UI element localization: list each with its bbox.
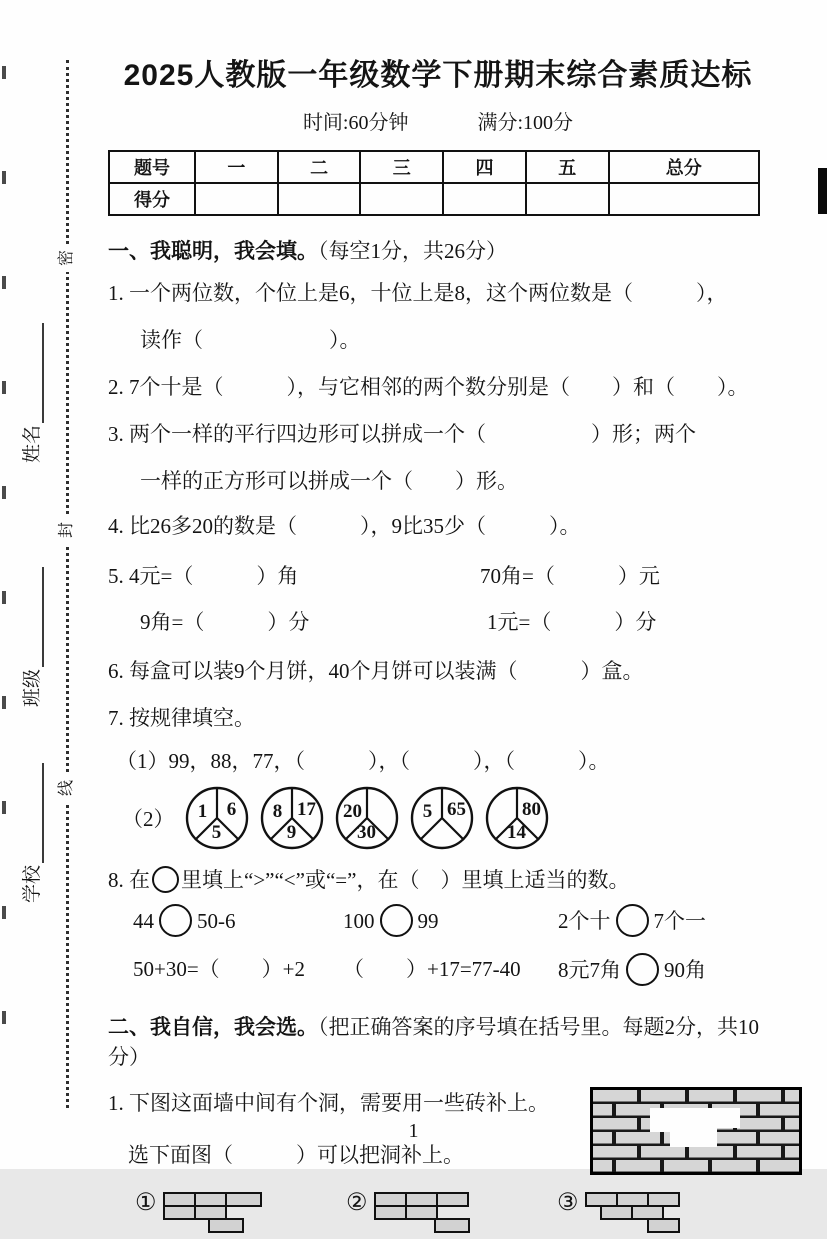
circle-value-left: 8 (272, 801, 283, 822)
school-field-label: 学校 (22, 864, 43, 903)
option-3 (557, 1191, 688, 1239)
question-8-intro (108, 864, 768, 894)
section2-heading (108, 1011, 768, 1071)
name-field (20, 293, 44, 463)
circle-value-bottom: 30 (357, 822, 376, 843)
number-circle-3 (334, 785, 400, 851)
question-1-line1: 1. 一个两位数，个位上是6，十位上是8，这个两位数是（ ）， (108, 281, 728, 305)
score-cell-empty (609, 183, 759, 215)
page-edge-marks (2, 66, 6, 1106)
option-2-label: ② (346, 1190, 368, 1216)
question-5-row2 (140, 606, 768, 636)
q8-intro-post: 里填上“>”“<”或“=”，在（ ）里填上适当的数。 (181, 868, 630, 892)
q5-item-2: 70角=（ ）元 (480, 564, 660, 588)
score-table-header-cell: 五 (526, 151, 609, 183)
q8-compare-item (343, 904, 439, 937)
score-table-score-row (109, 183, 759, 215)
question-7: 7. 按规律填空。 (108, 706, 255, 730)
circle-value-bottom: 5 (211, 822, 222, 843)
compare-circle-icon (616, 904, 649, 937)
q8-compare-item (133, 904, 236, 937)
q8-fill-item: 50+30=（ ）+2 (133, 957, 306, 981)
number-circle-4 (409, 785, 475, 851)
score-table-header-row (109, 151, 759, 183)
name-field-label: 姓名 (22, 424, 43, 463)
question-6: 6. 每盒可以装9个月饼，40个月饼可以装满（ ）盒。 (108, 659, 644, 683)
option-3-label: ③ (557, 1190, 579, 1216)
q8-compare-item (558, 904, 706, 937)
circle-value-right: 17 (297, 799, 316, 820)
score-table-header-cell: 总分 (609, 151, 759, 183)
score-table-header-cell: 题号 (109, 151, 195, 183)
q8-intro-pre: 8. 在 (108, 868, 150, 892)
exam-time: 时间:60分钟 (302, 112, 409, 134)
school-field-blank (22, 763, 44, 863)
q8-fill-item: （ ）+17=77-40 (343, 957, 521, 981)
seal-char-mi: 密 (54, 244, 80, 272)
section2-note: （把正确答案的序号填在括号里。每题2分，共10分） (108, 1015, 759, 1069)
class-field-blank (22, 567, 44, 667)
compare-right: 99 (417, 909, 439, 933)
section1-note: （每空1分，共26分） (318, 239, 507, 263)
seal-char-feng: 封 (54, 516, 80, 544)
section1-title: 一、我聪明，我会填。 (108, 240, 318, 263)
score-table-header-cell: 二 (278, 151, 361, 183)
question-3-line1: 3. 两个一样的平行四边形可以拼成一个（ ）形；两个 (108, 422, 696, 446)
compare-circle-icon (380, 904, 413, 937)
score-cell-empty (278, 183, 361, 215)
option-1 (135, 1191, 266, 1239)
question-3-line2: 一样的正方形可以拼成一个（ ）形。 (140, 469, 518, 493)
q7-2-label: （2） (122, 807, 175, 831)
seal-char-xian: 线 (54, 774, 80, 802)
compare-left: 8元7角 (558, 958, 621, 982)
score-cell-empty (526, 183, 609, 215)
score-cell-empty (360, 183, 443, 215)
question-7-1: （1）99，88，77，（ ），（ ），（ ）。 (116, 749, 610, 773)
exam-title: 2025人教版一年级数学下册期末综合素质达标 (123, 59, 753, 92)
school-field (20, 733, 44, 903)
exam-meta (108, 106, 768, 135)
number-circle-5 (484, 785, 550, 851)
s2-q1-line1: 1. 下图这面墙中间有个洞，需要用一些砖补上。 (108, 1091, 549, 1115)
circle-value-left: 20 (343, 801, 362, 822)
score-table-header-cell: 一 (195, 151, 278, 183)
option-2-figure (372, 1191, 476, 1239)
section2-title: 二、我自信，我会选。 (108, 1016, 318, 1039)
name-field-blank (22, 323, 44, 423)
answer-options-row (135, 1191, 768, 1239)
question-5-row1 (108, 560, 768, 590)
question-7-2 (122, 785, 768, 851)
question-2: 2. 7个十是（ ），与它相邻的两个数分别是（ ）和（ ）。 (108, 375, 749, 399)
option-3-figure (583, 1191, 687, 1239)
q5-item-1: 5. 4元=（ ）角 (108, 564, 299, 588)
circle-value-right: 65 (447, 799, 466, 820)
compare-right: 90角 (664, 958, 706, 982)
class-field-label: 班级 (22, 668, 43, 707)
score-row-label: 得分 (109, 183, 195, 215)
number-circle-2 (259, 785, 325, 851)
seal-dotted-line (66, 60, 69, 1108)
compare-circle-icon (159, 904, 192, 937)
compare-circle-icon (626, 953, 659, 986)
score-cell-empty (195, 183, 278, 215)
circle-value-bottom: 9 (286, 822, 297, 843)
option-1-figure (161, 1191, 265, 1239)
q5-item-3: 9角=（ ）分 (140, 610, 310, 634)
question-1-line2: 读作（ ）。 (140, 328, 361, 352)
question-4: 4. 比26多20的数是（ ），9比35少（ ）。 (108, 514, 581, 538)
class-field (20, 537, 44, 707)
circle-value-left: 5 (422, 801, 433, 822)
compare-left: 100 (343, 909, 375, 933)
circle-value-left: 1 (197, 801, 208, 822)
s2-q1-line2: 选下面图（ ）可以把洞补上。 (128, 1143, 464, 1167)
option-1-label: ① (135, 1190, 157, 1216)
scan-artifact-bar (818, 168, 827, 214)
score-table (108, 150, 760, 216)
q5-item-4: 1元=（ ）分 (487, 610, 657, 634)
option-2 (346, 1191, 477, 1239)
section1-heading (108, 235, 768, 265)
circle-value-bottom: 14 (507, 822, 526, 843)
score-table-header-cell: 四 (443, 151, 526, 183)
exam-full-score: 满分:100分 (477, 112, 574, 134)
score-table-header-cell: 三 (360, 151, 443, 183)
compare-right: 7个一 (653, 909, 706, 933)
circle-value-right: 6 (226, 799, 237, 820)
compare-left: 44 (133, 909, 154, 933)
exam-content (108, 50, 768, 1239)
score-cell-empty (443, 183, 526, 215)
compare-left: 2个十 (558, 909, 611, 933)
compare-circle-icon (152, 866, 179, 893)
q8-compare-item (558, 953, 706, 986)
question-8-row2 (108, 953, 768, 993)
number-circle-1 (184, 785, 250, 851)
page-number: 1 (408, 1120, 419, 1142)
circle-value-right: 80 (522, 799, 541, 820)
compare-right: 50-6 (197, 909, 236, 933)
question-8-row1 (108, 904, 768, 944)
